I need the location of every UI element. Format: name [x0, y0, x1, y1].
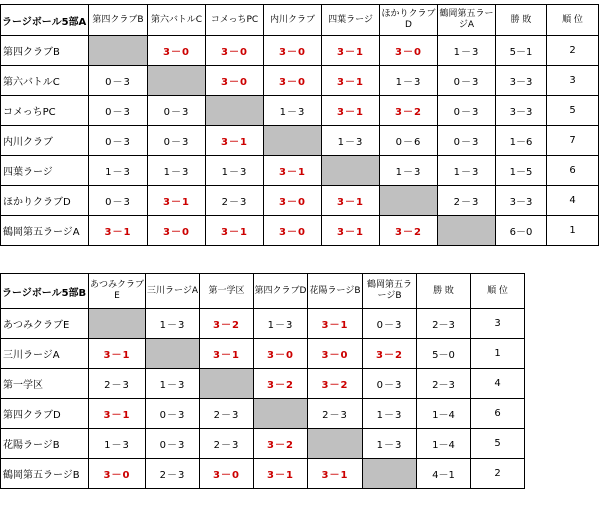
- score-cell: 1－3: [363, 429, 417, 459]
- score-cell: 1－3: [89, 429, 146, 459]
- score-cell: 0－3: [363, 369, 417, 399]
- score-cell: 3－2: [254, 369, 308, 399]
- team-name: 花陽ラージB: [1, 429, 89, 459]
- score-cell: 1－3: [322, 126, 380, 156]
- score-cell: 2－3: [438, 186, 496, 216]
- column-header: 順 位: [547, 5, 599, 36]
- win-loss-record: 5－0: [417, 339, 471, 369]
- table-b-body: [1, 274, 525, 489]
- win-loss-record: 2－3: [417, 369, 471, 399]
- score-cell: 1－3: [264, 96, 322, 126]
- score-cell: 3－0: [148, 36, 206, 66]
- score-cell: 2－3: [89, 369, 146, 399]
- team-name: ほかりクラブD: [1, 186, 89, 216]
- score-cell: 3－2: [200, 309, 254, 339]
- table-row: [1, 126, 599, 156]
- score-cell: 3－1: [322, 96, 380, 126]
- self-match-cell: [322, 156, 380, 186]
- score-cell: 3－1: [322, 66, 380, 96]
- self-match-cell: [89, 36, 148, 66]
- score-cell: 3－1: [206, 216, 264, 246]
- rank: 5: [471, 429, 525, 459]
- score-cell: 0－3: [146, 399, 200, 429]
- team-name: 第四クラブD: [1, 399, 89, 429]
- score-cell: 3－1: [308, 309, 363, 339]
- score-cell: 0－3: [363, 309, 417, 339]
- win-loss-record: 3－3: [496, 96, 547, 126]
- score-cell: 3－0: [148, 216, 206, 246]
- rank: 6: [547, 156, 599, 186]
- score-cell: 3－1: [148, 186, 206, 216]
- score-cell: 3－0: [308, 339, 363, 369]
- table-row: [1, 96, 599, 126]
- column-header: 花陽ラージB: [308, 274, 363, 309]
- score-cell: 0－6: [380, 126, 438, 156]
- score-cell: 3－2: [308, 369, 363, 399]
- column-header: 鶴岡第五ラージB: [363, 274, 417, 309]
- score-cell: 3－2: [380, 216, 438, 246]
- score-cell: 1－3: [146, 309, 200, 339]
- table-row: [1, 399, 525, 429]
- table-row: [1, 429, 525, 459]
- column-header: 第四クラブD: [254, 274, 308, 309]
- score-cell: 1－3: [146, 369, 200, 399]
- score-cell: 0－3: [148, 96, 206, 126]
- column-header: あつみクラブE: [89, 274, 146, 309]
- score-cell: 3－0: [264, 66, 322, 96]
- column-header: 内川クラブ: [264, 5, 322, 36]
- table-row: [1, 339, 525, 369]
- score-cell: 1－3: [363, 399, 417, 429]
- score-cell: 3－0: [380, 36, 438, 66]
- score-cell: 0－3: [89, 66, 148, 96]
- rank: 1: [471, 339, 525, 369]
- score-cell: 3－1: [200, 339, 254, 369]
- score-cell: 1－3: [89, 156, 148, 186]
- score-cell: 3－1: [322, 216, 380, 246]
- rank: 2: [471, 459, 525, 489]
- score-cell: 2－3: [200, 429, 254, 459]
- column-header: 四葉ラージ: [322, 5, 380, 36]
- column-header: 勝 敗: [496, 5, 547, 36]
- score-cell: 3－1: [322, 186, 380, 216]
- table-row: [1, 369, 525, 399]
- score-cell: 2－3: [206, 186, 264, 216]
- table-row: [1, 309, 525, 339]
- column-header: 順 位: [471, 274, 525, 309]
- column-header: 鶴岡第五ラージA: [438, 5, 496, 36]
- win-loss-record: 1－4: [417, 429, 471, 459]
- score-cell: 0－3: [438, 66, 496, 96]
- win-loss-record: 1－5: [496, 156, 547, 186]
- score-cell: 3－0: [264, 36, 322, 66]
- self-match-cell: [438, 216, 496, 246]
- team-name: コメっちPC: [1, 96, 89, 126]
- score-cell: 3－2: [380, 96, 438, 126]
- column-header: 第四クラブB: [89, 5, 148, 36]
- header-row: [1, 274, 525, 309]
- score-cell: 0－3: [89, 96, 148, 126]
- score-cell: 1－3: [438, 156, 496, 186]
- rank: 4: [547, 186, 599, 216]
- score-cell: 3－1: [89, 216, 148, 246]
- win-loss-record: 3－3: [496, 66, 547, 96]
- score-cell: 0－3: [438, 96, 496, 126]
- table-row: [1, 156, 599, 186]
- rank: 3: [547, 66, 599, 96]
- score-cell: 3－1: [308, 459, 363, 489]
- win-loss-record: 1－6: [496, 126, 547, 156]
- table-row: [1, 36, 599, 66]
- score-cell: 3－1: [89, 399, 146, 429]
- score-cell: 1－3: [380, 66, 438, 96]
- table-title: ラージボール5部A: [1, 5, 89, 36]
- score-cell: 3－0: [264, 216, 322, 246]
- self-match-cell: [206, 96, 264, 126]
- score-cell: 3－2: [254, 429, 308, 459]
- self-match-cell: [89, 309, 146, 339]
- score-cell: 3－1: [322, 36, 380, 66]
- column-header: 第一学区: [200, 274, 254, 309]
- score-cell: 0－3: [148, 126, 206, 156]
- table-row: [1, 186, 599, 216]
- score-cell: 3－0: [254, 339, 308, 369]
- table-title: ラージボール5部B: [1, 274, 89, 309]
- rank: 2: [547, 36, 599, 66]
- team-name: 内川クラブ: [1, 126, 89, 156]
- score-cell: 1－3: [254, 309, 308, 339]
- score-cell: 1－3: [438, 36, 496, 66]
- header-row: [1, 5, 599, 36]
- league-table-a: [0, 4, 599, 246]
- win-loss-record: 4－1: [417, 459, 471, 489]
- column-header: 三川ラージA: [146, 274, 200, 309]
- rank: 3: [471, 309, 525, 339]
- score-cell: 0－3: [438, 126, 496, 156]
- team-name: 第四クラブB: [1, 36, 89, 66]
- score-cell: 3－1: [254, 459, 308, 489]
- column-header: 第六バトルC: [148, 5, 206, 36]
- column-header: コメっちPC: [206, 5, 264, 36]
- self-match-cell: [264, 126, 322, 156]
- self-match-cell: [146, 339, 200, 369]
- win-loss-record: 5－1: [496, 36, 547, 66]
- score-cell: 3－0: [206, 66, 264, 96]
- team-name: 第六バトルC: [1, 66, 89, 96]
- table-a-body: [1, 5, 599, 246]
- team-name: 鶴岡第五ラージB: [1, 459, 89, 489]
- league-table-b: [0, 273, 525, 489]
- column-header: ほかりクラブD: [380, 5, 438, 36]
- rank: 4: [471, 369, 525, 399]
- rank: 7: [547, 126, 599, 156]
- score-cell: 1－3: [206, 156, 264, 186]
- column-header: 勝 敗: [417, 274, 471, 309]
- team-name: 第一学区: [1, 369, 89, 399]
- score-cell: 1－3: [380, 156, 438, 186]
- self-match-cell: [308, 429, 363, 459]
- score-cell: 0－3: [89, 126, 148, 156]
- score-cell: 3－0: [206, 36, 264, 66]
- score-cell: 3－1: [264, 156, 322, 186]
- table-row: [1, 459, 525, 489]
- self-match-cell: [200, 369, 254, 399]
- team-name: 三川ラージA: [1, 339, 89, 369]
- win-loss-record: 3－3: [496, 186, 547, 216]
- win-loss-record: 1－4: [417, 399, 471, 429]
- score-cell: 0－3: [146, 429, 200, 459]
- score-cell: 2－3: [200, 399, 254, 429]
- rank: 5: [547, 96, 599, 126]
- score-cell: 3－2: [363, 339, 417, 369]
- win-loss-record: 2－3: [417, 309, 471, 339]
- team-name: 四葉ラージ: [1, 156, 89, 186]
- table-row: [1, 216, 599, 246]
- table-row: [1, 66, 599, 96]
- score-cell: 3－0: [89, 459, 146, 489]
- self-match-cell: [363, 459, 417, 489]
- score-cell: 2－3: [308, 399, 363, 429]
- score-cell: 3－0: [264, 186, 322, 216]
- rank: 6: [471, 399, 525, 429]
- self-match-cell: [254, 399, 308, 429]
- self-match-cell: [380, 186, 438, 216]
- self-match-cell: [148, 66, 206, 96]
- team-name: 鶴岡第五ラージA: [1, 216, 89, 246]
- score-cell: 3－1: [89, 339, 146, 369]
- score-cell: 0－3: [89, 186, 148, 216]
- score-cell: 3－0: [200, 459, 254, 489]
- win-loss-record: 6－0: [496, 216, 547, 246]
- rank: 1: [547, 216, 599, 246]
- score-cell: 1－3: [148, 156, 206, 186]
- score-cell: 2－3: [146, 459, 200, 489]
- team-name: あつみクラブE: [1, 309, 89, 339]
- score-cell: 3－1: [206, 126, 264, 156]
